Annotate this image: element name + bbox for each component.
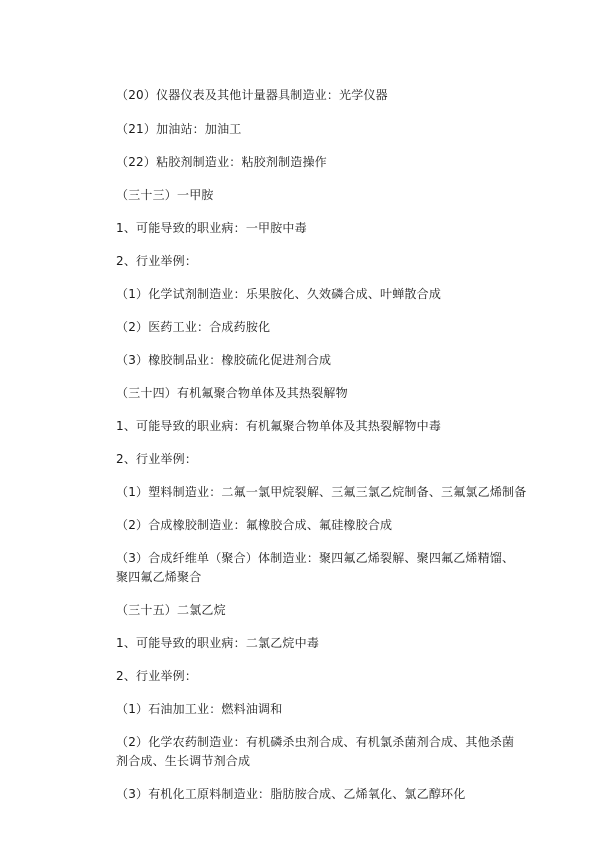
text-line: （20）仪器仪表及其他计量器具制造业：光学仪器 (116, 88, 388, 102)
text-line: （22）粘胶剂制造业：粘胶剂制造操作 (116, 155, 327, 169)
text-line: （1）化学试剂制造业：乐果胺化、久效磷合成、叶蝉散合成 (116, 287, 442, 301)
text-line-wrapped: （3）合成纤维单（聚合）体制造业：聚四氟乙烯裂解、聚四氟乙烯精馏、聚四氟乙烯聚合 (116, 551, 515, 584)
text-line: （2）合成橡胶制造业：氟橡胶合成、氟硅橡胶合成 (116, 518, 393, 532)
text-line: （1）塑料制造业：二氟一氯甲烷裂解、三氟三氯乙烷制备、三氟氯乙烯制备 (116, 485, 527, 499)
text-line-wrapped: （2）化学农药制造业：有机磷杀虫剂合成、有机氯杀菌剂合成、其他杀菌剂合成、生长调节剂合成 (116, 735, 515, 768)
section-heading: （三十四）有机氟聚合物单体及其热裂解物 (116, 386, 348, 400)
text-line: （2）医药工业：合成药胺化 (116, 320, 271, 334)
text-line: （1）石油加工业：燃料油调和 (116, 702, 283, 716)
text-line: 2、行业举例： (116, 452, 198, 466)
text-line: 2、行业举例： (116, 254, 198, 268)
text-line: 1、可能导致的职业病：一甲胺中毒 (116, 221, 307, 235)
text-line: （21）加油站：加油工 (116, 122, 242, 136)
text-line: 1、可能导致的职业病：二氯乙烷中毒 (116, 636, 320, 650)
section-heading: （三十五）二氯乙烷 (116, 603, 226, 617)
text-line: 1、可能导致的职业病：有机氟聚合物单体及其热裂解物中毒 (116, 419, 442, 433)
section-heading: （三十三）一甲胺 (116, 188, 214, 202)
text-line: （3）有机化工原料制造业：脂肪胺合成、乙烯氧化、氯乙醇环化 (116, 787, 466, 801)
text-line: （3）橡胶制品业：橡胶硫化促进剂合成 (116, 353, 332, 367)
text-line: 2、行业举例： (116, 669, 198, 683)
